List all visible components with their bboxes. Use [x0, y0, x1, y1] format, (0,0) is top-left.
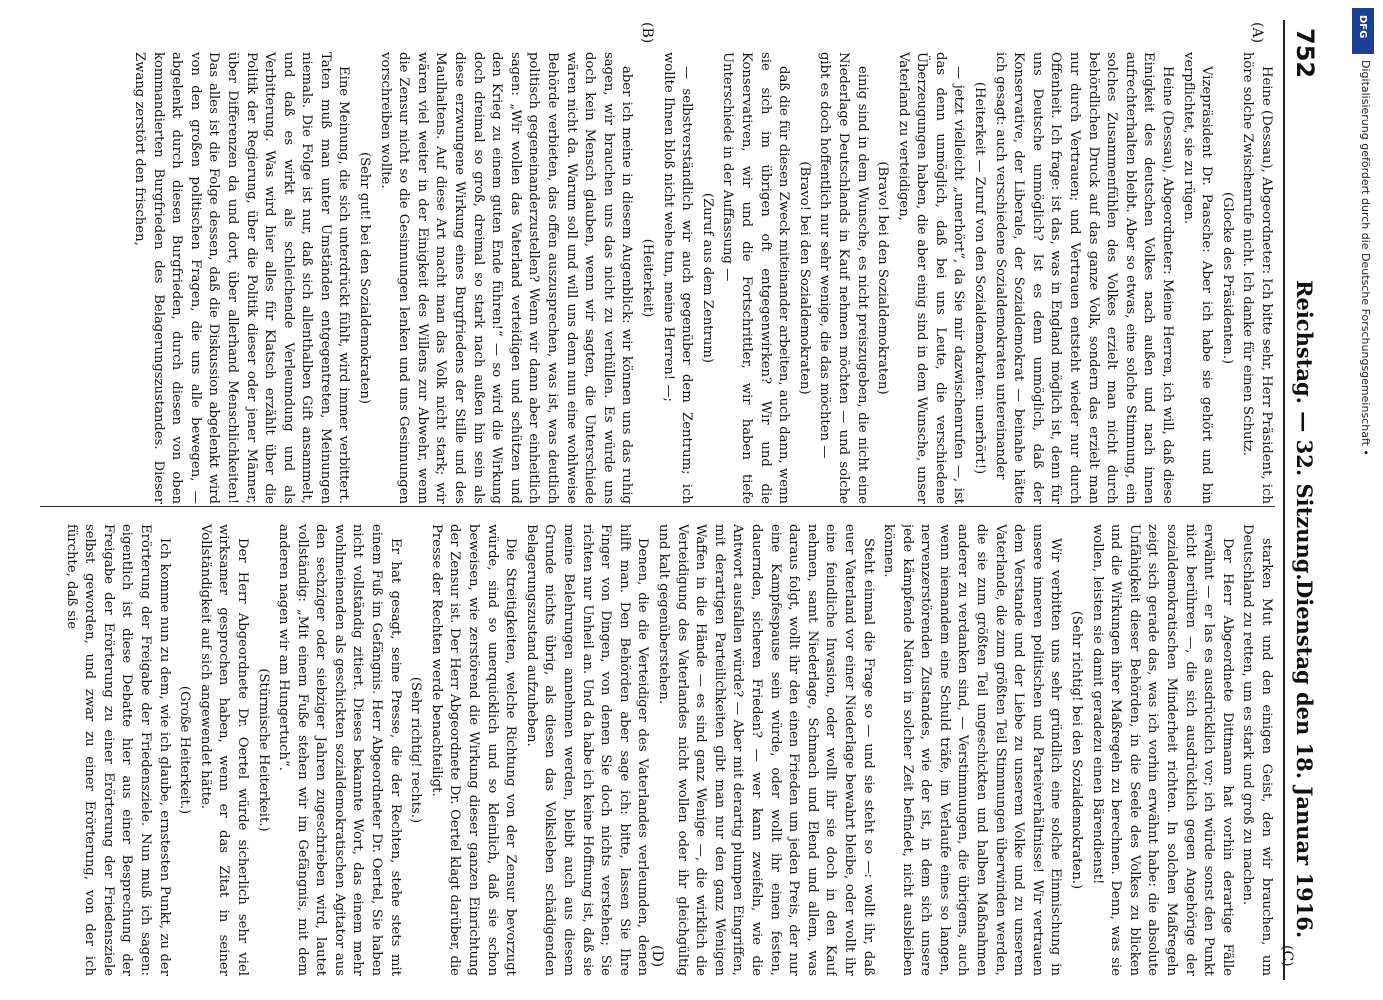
margin-marker-d: (D)	[649, 945, 665, 968]
digitization-credit: Digitalisierung gefördert durch die Deutsche Forschungsgemeinschaft •	[1359, 60, 1372, 456]
session-date: Dienstag den 18. Januar 1916.	[1292, 580, 1317, 939]
dfg-logo: DFG	[1352, 8, 1374, 54]
interjection: (Heiterkeit — Zuruf von den Sozialdemokraten: unerhört!)	[972, 81, 988, 475]
interjection: (Bravo! bei den Sozialdemokraten)	[796, 161, 812, 395]
paragraph: Heine (Dessau), Abgeordneter: Meine Herren, ich will, daß diese Einigkeit des deutschen Volkes nach außen und nach innen aufrechterhalten bleibt. Aber so etwas, eine solche Stimmung, ein solches Zusammenfühlen des Volkes erzielt man nicht durch behördlichen Druck auf das ganze Volk, sondern das erzielt man nur durch Vertrauen; und Vertrauen entsteht wieder nur durch Offenheit. Ich frage: ist das, was in England möglich ist, denn für uns Deutsche unmöglich? Ist es denn unmöglich, daß der Konservative, der Liberale, der Sozialdemokrat — beinahe hätte ich gesagt: auch verschiedene Sozialdemokraten untereinander	[992, 52, 1176, 504]
margin-marker-c: (C)	[1279, 945, 1295, 967]
paragraph: Steht einmal die Frage so — und sie steht so —: wollt ihr, daß euer Vaterland vor einer Niederlage bewahrt bleibe, oder wollt ihr eine feindliche Invasion, oder wollt ihr sie doch in den Kauf nehmen, samt Niederlage, Schmach und Elend und allem, was daraus folgt, wollt ihr den einen Frieden um jeden Preis, der nur eine Kampfespause sein würde, oder wollt ihr einen festen, dauernden, sicheren Frieden? — wer kann zweifeln, wie die Antwort ausfallen würde? — Aber mit derartig plumpen Eingriffen, mit derartigen Parteilichkeiten gibt man nur den ganz Wenigen Waffen in die Hände — es sind ganz Wenige —, die wirklich die Verteidigung des Vaterlandes nicht wollen oder ihr gleichgültig und kalt gegenüberstehen.	[656, 524, 876, 976]
paragraph: Die Streitigkeiten, welche Richtung von der Zensur bevorzugt würde, sind so unerquicklich und so kleinlich, daß sie schon beweisen, wie zerstörend die Wirkung dieser ganzen Einrichtung der Zensur ist. Der Herr Abgeordnete Dr. Oertel klagt darüber, die Presse der Rechten werde benachteiligt.	[428, 524, 519, 976]
interjection: (Zuruf aus dem Zentrum)	[699, 192, 715, 364]
right-column	[40, 524, 1275, 976]
paragraph: Denen, die die Verteidiger des Vaterlandes verleumden, denen hilft man. Den Behörden aber sage ich: bitte, lassen Sie Ihre Finger von Dingen, von denen Sie doch nichts verstehen; Sie richten nur Unheil an. Und da habe ich keine Hoffnung ist, daß sie meine Belehrungen annehmen werden, bleibt auch aus diesem Grunde nichts übrig, als diesen das Volksleben schädigenden Belagerungszustand aufzuheben.	[523, 524, 651, 976]
interjection: (Große Heiterkeit.)	[177, 685, 193, 815]
interjection: (Glocke des Präsidenten.)	[1219, 191, 1235, 365]
session-title: Reichstag. — 32. Sitzung.	[1292, 280, 1317, 581]
paragraph: — jetzt vielleicht „unerhört“, da Sie mir dazwischenrufen —, ist das denn unmöglich, daß bei uns Leute, die verschiedene Überzeugungen haben, die aber einig sind in dem Wunsche, unser Vaterland zu verteidigen,	[895, 52, 967, 504]
paragraph: Er hat gesagt, seine Presse, die der Rechten, stehe stets mit einem Fuß im Gefängnis. Herr Abgeordneter Dr. Oertel, Sie haben nicht vollständig zitiert. Dieses bekannte Wort, das einem mehr wohlmeinenden als geschickten sozialdemokratischen Agitator aus den sechziger oder siebziger Jahren zugeschrieben wird, lautet vollständig: „Mit einem Fuße stehen wir im Gefängnis, mit dem anderen nagen wir am Hungertuch“.	[276, 524, 403, 976]
interjection: (Bravo! bei den Sozialdemokraten)	[875, 161, 891, 395]
paragraph: Heine (Dessau), Abgeordneter: Ich bitte sehr, Herr Präsident, ich höre solche Zwischenrufe nicht. Ich danke für einen Schutz.	[1240, 52, 1274, 504]
paragraph: daß die für diesen Zweck miteinander arbeiten, auch dann, wenn sie sich im übrigen oft entgegenwirken? Wir und die Konservativen, wir und die Fortschrittler, wir haben tiefe Unterschiede in der Auffassung —	[720, 52, 792, 504]
page-header	[1283, 20, 1325, 980]
interjection: (Stürmische Heiterkeit.)	[255, 668, 271, 832]
interjection: (Sehr richtig! bei den Sozialdemokraten.)	[1069, 610, 1085, 890]
paragraph: Wir verbitten uns sehr gründlich eine solche Einmischung in unsere inneren politischen und Parteiverhältnisse! Wir vertrauen dem Verstande und der Liebe zu unserem Volke und zu unserem Vaterlande, die zum größten Teil Stimmungen überwinden werden, die sie zum größten Teil ungeschickten und halben Maßnahmen anderer zu verdanken sind, — Verstimmungen, die übrigens, auch wenn niemandem eine Schuld träfe, im Verlaufe eines so langen, nervenzerstörenden Zustandes, wie der ist, in dem sich unsere jede kämpfende Nation in solcher Zeit befindet, nicht ausbleiben können.	[881, 524, 1064, 976]
margin-marker-a: (A)	[1249, 22, 1265, 44]
paragraph: Vizepräsident Dr. Paasche: Aber ich habe sie gehört und bin verpflichtet, sie zu rügen.	[1180, 52, 1215, 504]
paragraph: starken Mut und den einigen Geist, den wir brauchen, um Deutschland zu retten, um es stark und groß zu machen.	[1240, 524, 1274, 976]
digitization-stamp	[1350, 0, 1380, 1000]
paragraph: einig sind in dem Wunsche, es nicht preiszugeben, die nicht eine Niederlage Deutschlands in Kauf nehmen möchten — und solche gibt es doch hoffentlich nur sehr wenige, die das möchten —	[817, 52, 870, 504]
column-divider	[40, 506, 1275, 507]
scanned-sheet	[35, 20, 1325, 980]
interjection: (Heiterkeit)	[640, 238, 655, 318]
left-column	[40, 52, 1275, 504]
margin-marker-b: (B)	[639, 22, 655, 44]
paragraph: Ich komme nun zu dem, wie ich glaube, ernstesten Punkt, zu der Erörterung der Freigabe der Friedensziele. Nun muß ich sagen: eigentlich ist diese Debatte hier aus einer Besprechung der Freigabe der Erörterung zu einer Erörterung der Friedensziele selbst geworden, und zwar zu einer Erörterung, von der ich fürchte, daß sie	[63, 524, 172, 976]
paragraph: Der Herr Abgeordnete Dittmann hat vorhin derartige Fälle erwähnt — er las es ausdrücklich vor; ich würde sonst den Punkt nicht berühren —, die sich ausdrücklich gegen Angehörige der sozialdemokratischen Minderheit richten. In solchen Maßregeln zeigt sich gerade das, was ich vorhin erwähnt habe: die absolute Unfähigkeit dieser Behörden, in die Seele des Volkes zu blicken und die Wirkungen ihrer Maßregeln zu berechnen. Denn, was sie wollen, leisten sie damit geradezu einen Bärendienst!	[1089, 524, 1235, 976]
paragraph: — selbstverständlich wir auch gegenüber dem Zentrum; ich wollte Ihnen bloß nicht wehe tun, meine Herren! —;	[660, 52, 695, 504]
paragraph: Eine Meinung, die sich unterdrückt fühlt, wird immer verbittert. Taten muß man unter Umständen entgegentreten, Meinungen niemals. Die Folge ist nur, daß sich allenthalben Gift ansammelt, und daß es wirkt als schleichende Verleumdung und als Verbitterung. Was wird hier alles für Klatsch erzählt über die Politik der Regierung, über die Politik dieser oder jener Männer, über Differenzen da und dort, über allerhand Menschlichkeiten! Das alles ist die Folge dessen, daß die Diskussion abgelenkt wird von den großen politischen Fragen, die uns alle bewegen, — abgelenkt durch diesen Burgfrieden, durch diesen von oben kommandierten Burgfrieden des Belagerungszustandes. Dieser Zwang zerstört den frischen,	[131, 52, 352, 504]
page-number: 752	[1291, 28, 1319, 79]
paragraph: Der Herr Abgeordnete Dr. Oertel würde sicherlich sehr viel wirksamer gesprochen haben, wenn er das Zitat in seiner Vollständigkeit auf sich angewendet hätte.	[197, 524, 250, 976]
interjection: (Sehr richtig! rechts.)	[408, 676, 424, 824]
paragraph: aber ich meine in diesem Augenblick: wir können uns das ruhig sagen, wir brauchen uns das nicht zu verhüllen. Es würde uns doch kein Mensch glauben, wenn wir sagten, die Unterschiede wären nicht da. Warum soll und will uns denn nun eine wohlweise Behörde verbieten, das offen auszusprechen, was ist, was deutlich politisch gegeneinanderzustellen? Wenn wir dann aber einheitlich sagen: „Wir wollen das Vaterland verteidigen und schützen und den Krieg zu einem guten Ende führen!“ — so wird die Wirkung doch dreimal so groß, dreimal so stark nach außen hin sein als diese erzwungene Wirkung eines Burgfriedens der Stille und des Maulhaltens. Auf diese Art macht man das Volk nicht stark; wir wären viel weiter in der Einigkeit des Willens zur Abwehr, wenn die Zensur nicht so die Gesinnungen lenken und uns Gesinnungen vorschreiben wollte.	[377, 52, 635, 504]
interjection: (Sehr gut! bei den Sozialdemokraten)	[357, 151, 373, 405]
